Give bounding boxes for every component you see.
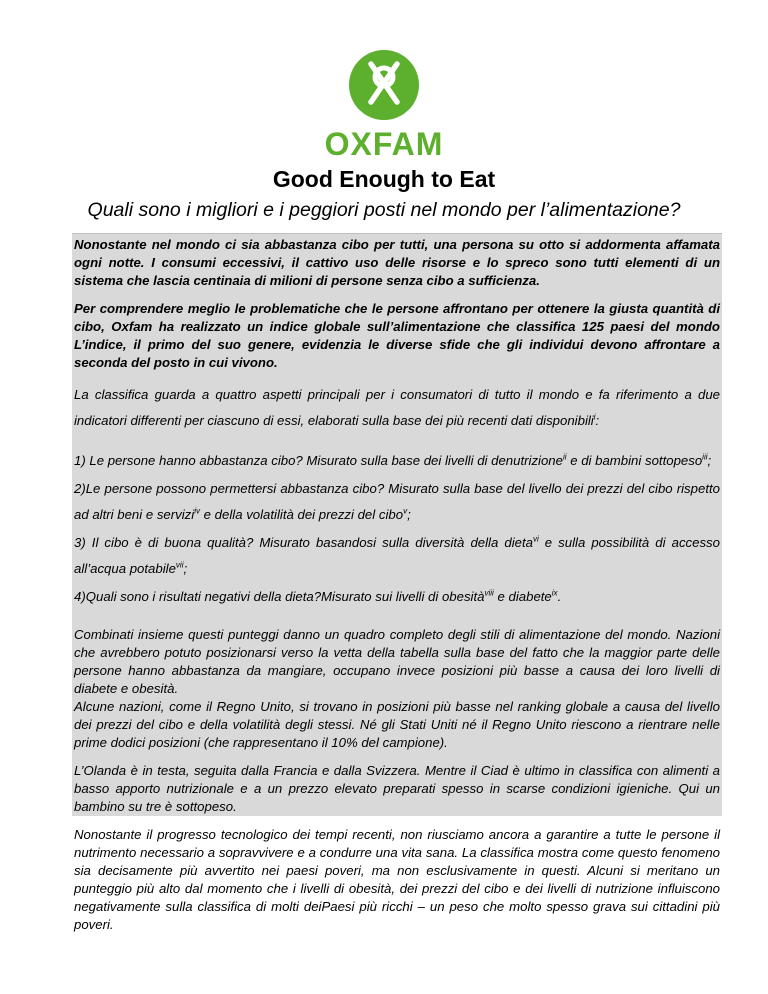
body-paragraph-3: Nonostante il progresso tecnologico dei tempi recenti, non riusciamo ancora a garantire a tutte le persone il nutrimento necessario a sopravvivere e a condurre una vita sana. La classifica mostra come questo fenomeno sia decisamente più avvertito nei paesi poveri, ma non esclusivamente in questi. Alcuni si meritano un punteggio più alto dal momento che i livelli di obesità, dei prezzi del cibo e dei livelli di nutrizione influiscono negativamente sulla classifica di molti deiPaesi più ricchi – un peso che molto spesso grava sui cittadini più poveri.	[74, 827, 720, 932]
intro-paragraph-1: Nonostante nel mondo ci sia abbastanza cibo per tutti, una persona su otto si addormenta affamata ogni notte. I consumi eccessivi, il cattivo uso delle risorse e lo spreco sono tutti elementi di un sistema che lascia centinaia di milioni di persone senza cibo a sufficienza.	[74, 237, 720, 288]
page-title: Good Enough to Eat	[272, 166, 496, 192]
question-4: 4)Quali sono i risultati negativi della dieta?Misurato sui livelli di obesità$^{viii}$ e diabete$^{ix}$.	[74, 588, 562, 604]
logo	[0, 50, 768, 163]
logo-text: OXFAM	[324, 126, 444, 162]
question-1: 1) Le persone hanno abbastanza cibo? Misurato sulla base dei livelli di denutrizione$^{ii}$ e di bambini sottopeso$^{iii}$;	[74, 452, 712, 468]
body-paragraph-2: L’Olanda è in testa, seguita dalla Francia e dalla Svizzera. Mentre il Ciad è ultimo in classifica con alimenti a basso apporto nutrizionale e a un prezzo elevato preparati spesso in scarse condizioni igieniche. Qui un bambino su tre è sottopeso.	[74, 763, 720, 814]
body-paragraph-1: Combinati insieme questi punteggi danno un quadro completo degli stili di alimentazione del mondo. Nazioni che avrebbero potuto posizionarsi verso la vetta della tabella sulla base del fatto che la maggior parte delle persone hanno abbastanza da mangiare, occupano invece posizioni più basse a causa dei loro livelli di diabete e obesità. Alcune nazioni, come il Regno Unito, si trovano in posizioni più basse nel ranking globale a causa del livello dei prezzi del cibo e della volatilità degli stessi. Né gli Stati Uniti né il Regno Unito riescono a rientrare nelle prime dodici posizioni (che rappresentano il 10% del campione).	[74, 627, 720, 750]
intro-paragraph-2: Per comprendere meglio le problematiche che le persone affrontano per ottenere la giusta quantità di cibo, Oxfam ha realizzato un indice globale sull’alimentazione che classifica 125 paesi del mondo L’indice, il primo del suo genere, evidenzia le diverse sfide che gli individui devono affrontare a seconda del posto in cui vivono.	[74, 301, 720, 370]
method-paragraph: La classifica guarda a quattro aspetti principali per i consumatori di tutto il mondo e fa riferimento a due indicatori differenti per ciascuno di essi, elaborati sulla base dei più recenti dati disponibili$^i$:	[74, 387, 720, 428]
question-3: 3) Il cibo è di buona qualità? Misurato basandosi sulla diversità della dieta$^{vi}$ e sulla possibilità di accesso all’acqua potabile$^{vii}$;	[74, 534, 720, 576]
oxfam-figure-icon	[349, 50, 419, 120]
question-2: 2)Le persone possono permettersi abbastanza cibo? Misurato sulla base del livello dei prezzi del cibo rispetto ad altri beni e servizi$^{iv}$ e della volatilità dei prezzi del cibo$^v$;	[74, 481, 720, 522]
content-box	[72, 233, 722, 932]
page-subtitle: Quali sono i migliori e i peggiori posti nel mondo per l’alimentazione?	[87, 199, 681, 221]
